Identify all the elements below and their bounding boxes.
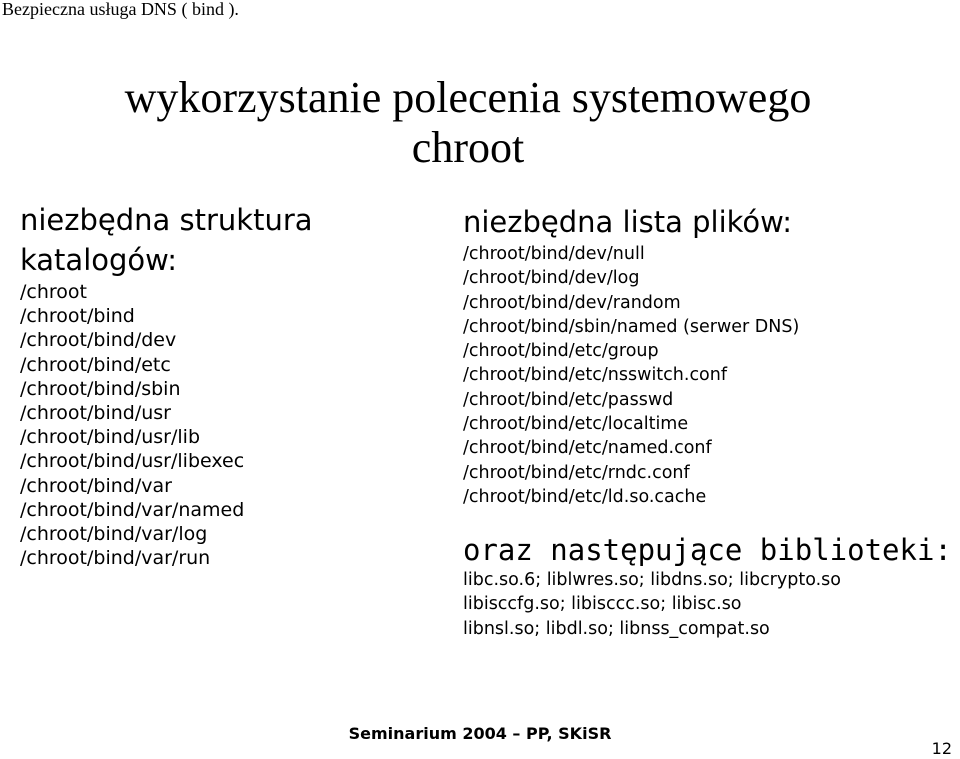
- file-list: [463, 242, 953, 509]
- directory-item: /chroot/bind/usr/libexec: [20, 450, 245, 473]
- file-item: /chroot/bind/etc/passwd: [463, 389, 674, 410]
- library-line: libisccfg.so; libisccc.so; libisc.so: [463, 594, 742, 615]
- directory-structure-section: [20, 200, 440, 570]
- file-item: /chroot/bind/dev/null: [463, 244, 645, 264]
- directory-item: /chroot/bind/usr/lib: [20, 426, 200, 449]
- file-item: /chroot/bind/dev/log: [463, 268, 640, 289]
- directory-item: /chroot/bind/var: [20, 474, 172, 497]
- file-item: /chroot/bind/etc/group: [463, 341, 659, 362]
- library-line: libnsl.so; libdl.so; libnss_compat.so: [463, 618, 770, 639]
- library-line: libc.so.6; liblwres.so; libdns.so; libcrypto.so: [463, 570, 841, 590]
- file-item: /chroot/bind/dev/random: [463, 292, 681, 313]
- slide-title-line1: wykorzystanie polecenia systemowego: [124, 73, 812, 122]
- directory-heading-line2: katalogów:: [20, 243, 178, 277]
- file-item: /chroot/bind/etc/rndc.conf: [463, 462, 690, 483]
- file-item: /chroot/bind/etc/ld.so.cache: [463, 486, 707, 507]
- directory-item: /chroot/bind/var/run: [20, 547, 211, 570]
- directory-item: /chroot/bind/var/named: [20, 498, 245, 521]
- directory-item: /chroot/bind/usr: [20, 402, 171, 425]
- file-list-section: [463, 202, 953, 509]
- libraries-list: [463, 568, 841, 641]
- slide-footer: [0, 724, 960, 744]
- directory-item: /chroot/bind/etc: [20, 353, 171, 376]
- directory-list: [20, 280, 440, 570]
- directory-item: /chroot: [20, 281, 87, 303]
- directory-item: /chroot/bind/var/log: [20, 523, 208, 546]
- directory-item: /chroot/bind/dev: [20, 329, 177, 352]
- page-number: 12: [931, 739, 952, 758]
- slide-header: Bezpieczna usługa DNS ( bind ).: [2, 0, 239, 19]
- file-item: /chroot/bind/sbin/named (serwer DNS): [463, 316, 800, 337]
- file-item: /chroot/bind/etc/named.conf: [463, 438, 712, 459]
- footer-text: Seminarium 2004 – PP, SKiSR: [348, 724, 612, 743]
- directory-item: /chroot/bind: [20, 305, 135, 328]
- file-list-heading: niezbędna lista plików:: [463, 205, 793, 239]
- file-item: /chroot/bind/etc/nsswitch.conf: [463, 365, 728, 386]
- directory-heading-line1: niezbędna struktura: [20, 203, 313, 237]
- file-item: /chroot/bind/etc/localtime: [463, 414, 689, 435]
- libraries-heading: oraz następujące biblioteki:: [463, 533, 952, 567]
- slide-title-line2: chroot: [411, 123, 525, 172]
- directory-item: /chroot/bind/sbin: [20, 377, 181, 400]
